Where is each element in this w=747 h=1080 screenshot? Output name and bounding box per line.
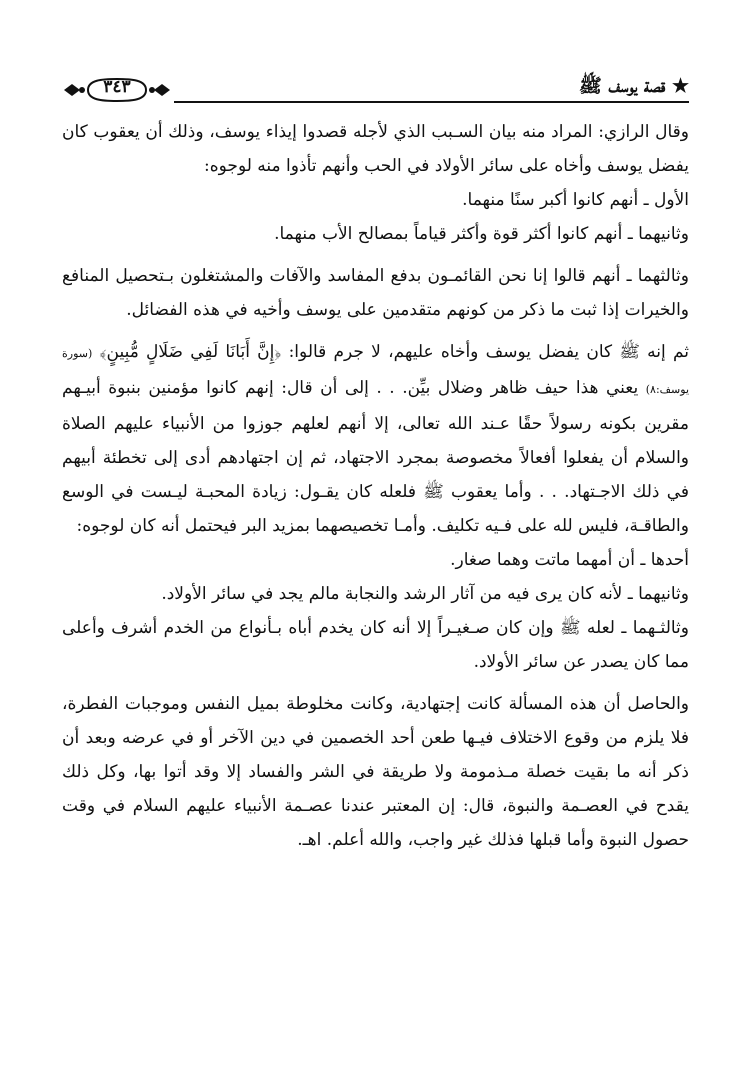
header-rule <box>174 101 689 103</box>
paragraph-reason-1: الأول ـ أنهم كانوا أكبر سنًا منهما. <box>462 190 689 210</box>
paragraph-conclusion: والحاصل أن هذه المسألة كانت إجتهادية، وكانت مخلوطة بميل النفس وموجبات الفطرة، فلا يلزم من وقوع الاختلاف فيـها طعن أحد الخصمين في دين الآخر أو في عرضه وبعد أن ذكر أنه ما بقيت خصلة مـذمومة ولا طريقة في الشر والفساد إلا وقد أتوا بها، وكل ذلك يقدح في العصـمة والنبوة، قال: إن المعتبر عندنا عصـمة الأنبياء عليهم السلام في وقت حصول النبوة وأما قبلها فذلك غير واجب، والله أعلم. اهـ. <box>62 694 689 850</box>
quote-continuation: يعني هذا حيف ظاهر وضلال بيِّن. . . إلى أن قال: إنهم كانوا مؤمنين بنبوة أبيـهم مقرين بكونه رسولاً حقًا عـند الله تعالى، إلا أنهم لعلهم جوزوا من الأنبياء عليهم الصلاة والسلام أن يفعلوا أفعالاً مخصوصة بمجرد الاجتهاد، ثم إن اجتهادهم أدى إلى تخطئة أبيهم في ذلك الاجـتهاد. . . وأما يعقوب ﷺ فلعله كان يقـول: زيادة المحبـة ليـست في الوسع والطاقـة، فليس لله على فـيه تكليف. وأمـا تخصيصهما بمزيد البر فيحتمل أنه كان لوجوه: <box>62 378 689 536</box>
page-number: ٣٤٣ <box>103 77 131 97</box>
paragraph-item-2: وثانيهما ـ لأنه كان يرى فيه من آثار الرشد والنجابة مالم يجد في سائر الأولاد. <box>161 584 689 604</box>
page-body <box>62 115 689 857</box>
running-title: ★ قصة يوسف ﷺ <box>578 75 689 97</box>
paragraph-quran-quote <box>62 335 689 543</box>
page-header <box>62 68 689 108</box>
paragraph-reason-3: وثالثهما ـ أنهم قالوا إنا نحن القائمـون بدفع المفاسد والآفات والمشتغلون بـتحصيل المنافع والخيرات إذا ثبت ما ذكر من كونهم متقدمين على يوسف وأخيه في هذه الفضائل. <box>62 266 689 320</box>
paragraph-razi-intro: وقال الرازي: المراد منه بيان السـبب الذي لأجله قصدوا إيذاء يوسف، وذلك أن يعقوب كان يفضل يوسف وأخاه على سائر الأولاد في الحب وأنهم تأذوا منه لوجوه: <box>62 122 689 176</box>
paragraph-item-1: أحدها ـ أن أمهما ماتت وهما صغار. <box>450 550 689 570</box>
paragraph-item-3: وثالثـهما ـ لعله ﷺ وإن كان صـغيـراً إلا أنه كان يخدم أباه بـأنواع من الخدم أشرف وأعلى مما كان يصدر عن سائر الأولاد. <box>62 618 689 672</box>
surah-reference: (سورة يوسف:٨) <box>62 347 690 396</box>
paragraph-reason-2: وثانيهما ـ أنهم كانوا أكثر قوة وأكثر قياماً بمصالح الأب منهما. <box>274 224 689 244</box>
page-number-ornament <box>62 76 172 104</box>
quote-text: ثم إنه ﷺ كان يفضل يوسف وأخاه عليهم، لا جرم قالوا: ﴿إِنَّ أَبَانَا لَفِي ضَلَالٍ مُّبِينٍ﴾ <box>99 342 689 362</box>
